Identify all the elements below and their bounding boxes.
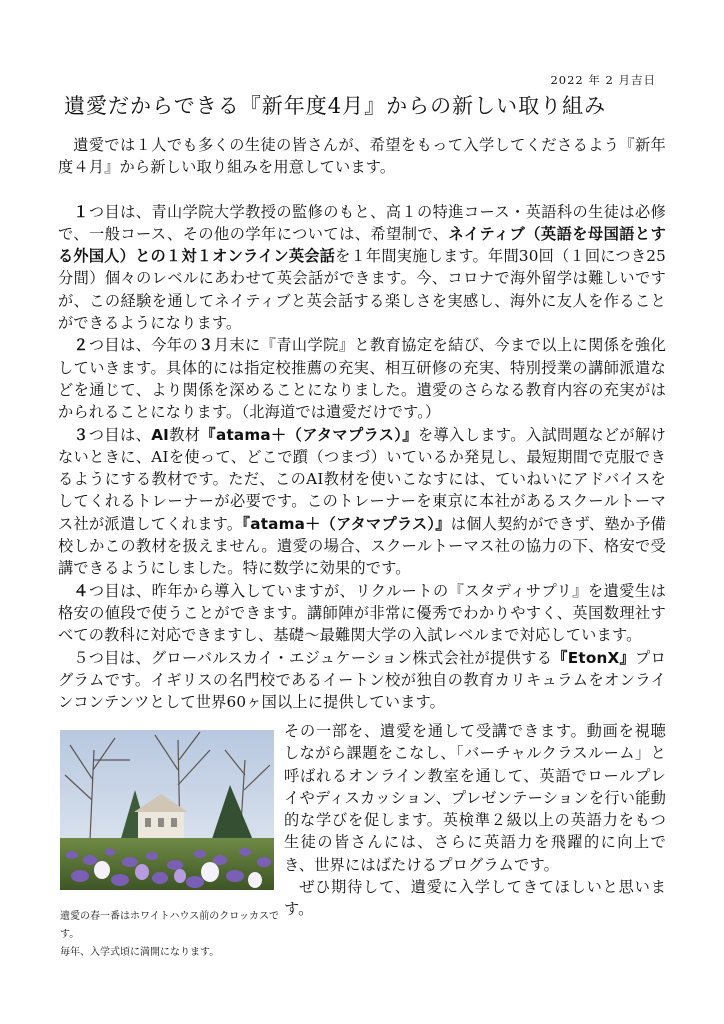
p3-text-d: は個人契約ができず、塾か予備校しかこの教材を扱えません。遺愛の場合、スクールトーマス社の協力の下、格安で受講できるようにしました。特に数学に効果的です。 [58, 514, 667, 578]
crocus-garden-image [60, 730, 274, 890]
paragraph-4 [58, 580, 666, 647]
p4-text-a: つ目は、昨年から導入していますが、リクルートの『スタディサプリ』を遺愛生は格安の値段で使うことができます。講師陣が非常に優秀でわかりやすく、英国数理社すべての教科に対応できますし、基礎〜最難関大学の入試レベルまで対応しています。 [58, 581, 666, 645]
p1-lead: １ [73, 202, 89, 221]
p4-lead: ４ [73, 581, 89, 600]
p5-text-b: プログラムです。イギリスの名門校であるイートン校が独自の教育カリキュラムをオンラインコンテンツとして世界60ヶ国以上に提供しています。 [58, 648, 667, 712]
paragraph-1 [58, 201, 666, 335]
date-line: 2022 年 2 月吉日 [550, 73, 656, 87]
p3-bold-2: 『atama＋（アタマプラス）』 [200, 425, 418, 444]
p5-bold: 『EtonX』 [552, 648, 636, 667]
p1-text-b: を１年間実施します。年間30回（１回につき25分間）個々のレベルにあわせて英会話ができます。今、コロナで海外留学は難しいですが、この経験を通してネイティブと英会話する楽しさを実感し、海外に友人を作ることができるようになります。 [58, 247, 666, 333]
caption-line-2: 毎年、入学式頃に満開になります。 [60, 947, 220, 958]
p1-bold: ネイティブ（英語を母国語とする外国人）との１対１オンライン英会話 [58, 224, 666, 266]
p5-text-a: ５つ目は、グローバルスカイ・エジュケーション株式会社が提供する [73, 648, 553, 667]
p3-text-a: つ目は、 [88, 425, 152, 444]
p3-lead: ３ [73, 425, 89, 444]
caption-line-1: 遺愛の春一番はホワイトハウス前のクロッカスです。 [60, 911, 279, 940]
p2-text-a: つ目は、今年の [88, 336, 199, 355]
p3-bold-3: 『atama＋（アタマプラス）』 [242, 514, 451, 533]
p2-text-b: 月末に『青山学院』と教育協定を結び、今まで以上に関係を強化していきます。具体的には指定校推薦の充実、相互研修の充実、特別授業の講師派遣などを通じて、より関係を深めることになりました。遺愛のさらなる教育内容の充実がはかられることになります。（北海道では遺愛だけです。） [58, 336, 666, 422]
p2-lead: ２ [73, 336, 89, 355]
paragraph-2 [58, 334, 666, 423]
main-body [58, 134, 666, 713]
paragraph-3 [58, 424, 666, 580]
closing-paragraph: ぜひ期待して、遺愛に入学してきてほしいと思います。 [284, 878, 666, 919]
document-title: 遺愛だからできる『新年度4月』からの新しい取り組み [64, 94, 607, 118]
p3-text-b: 教材 [169, 425, 201, 444]
p3-bold: AI [151, 425, 169, 444]
intro-paragraph: 遺愛では１人でも多くの生徒の皆さんが、希望をもって入学してくださるよう『新年度４月』から新しい取り組みを用意しています。 [58, 136, 666, 177]
p2-bold: ３ [198, 336, 214, 355]
paragraph-5 [58, 647, 666, 714]
p5-continuation: その一部を、遺愛を通して受講できます。動画を視聴しながら課題をこなし、「バーチャルクラスルーム」と呼ばれるオンライン教室を通して、英語でロールプレイやディスカッション、プレゼンテーションを行い能動的な学びを促します。英検準２級以上の英語力をもつ生徒の皆さんには、さらに英語力を飛躍的に向上でき、世界にはばたけるプログラムです。 [284, 722, 666, 874]
p1-text-a: つ目は、青山学院大学教授の監修のもと、高１の特進コース・英語科の生徒は必修で、一般コース、その他の学年については、希望制で、 [58, 202, 667, 243]
p3-text-c: を導入します。入試問題などが解けないときに、AIを使って、どこで躓（つまづ）いているか発見し、最短期間で克服できるようにする教材です。ただ、このAI教材を使いこなすには、ていねいにアドバイスをしてくれるトレーナーが必要です。このトレーナーを東京に本社があるスクールトーマス社が派遣してくれます。 [58, 425, 667, 533]
crocus-photo [60, 730, 274, 890]
side-text-column [284, 720, 666, 921]
photo-caption [60, 908, 290, 962]
